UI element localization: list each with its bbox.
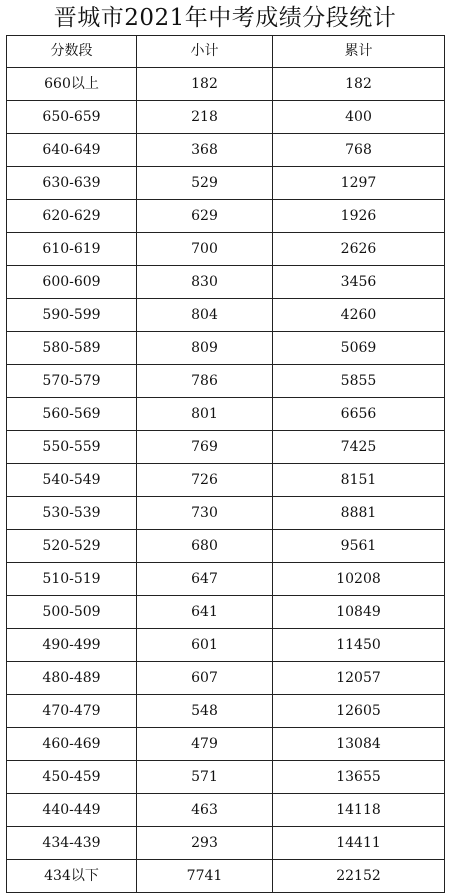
table-row <box>7 860 445 893</box>
cumulative-cell: 5069 <box>273 332 445 365</box>
table-body <box>7 68 445 893</box>
header-range: 分数段 <box>7 36 137 68</box>
cumulative-cell: 400 <box>273 101 445 134</box>
cumulative-cell: 12605 <box>273 695 445 728</box>
count-cell: 368 <box>137 134 273 167</box>
table-row <box>7 662 445 695</box>
table-row <box>7 794 445 827</box>
cumulative-cell: 11450 <box>273 629 445 662</box>
cumulative-cell: 6656 <box>273 398 445 431</box>
count-cell: 463 <box>137 794 273 827</box>
score-range-cell: 550-559 <box>7 431 137 464</box>
cumulative-cell: 14118 <box>273 794 445 827</box>
cumulative-cell: 9561 <box>273 530 445 563</box>
cumulative-cell: 14411 <box>273 827 445 860</box>
score-range-cell: 510-519 <box>7 563 137 596</box>
header-count: 小计 <box>137 36 273 68</box>
score-range-cell: 580-589 <box>7 332 137 365</box>
cumulative-cell: 8881 <box>273 497 445 530</box>
score-range-cell: 560-569 <box>7 398 137 431</box>
table-row <box>7 827 445 860</box>
cumulative-cell: 12057 <box>273 662 445 695</box>
count-cell: 830 <box>137 266 273 299</box>
cumulative-cell: 4260 <box>273 299 445 332</box>
count-cell: 529 <box>137 167 273 200</box>
score-range-cell: 530-539 <box>7 497 137 530</box>
count-cell: 769 <box>137 431 273 464</box>
table-row <box>7 299 445 332</box>
table-row <box>7 563 445 596</box>
cumulative-cell: 10208 <box>273 563 445 596</box>
count-cell: 607 <box>137 662 273 695</box>
table-row <box>7 431 445 464</box>
table-row <box>7 167 445 200</box>
count-cell: 809 <box>137 332 273 365</box>
cumulative-cell: 182 <box>273 68 445 101</box>
count-cell: 726 <box>137 464 273 497</box>
count-cell: 601 <box>137 629 273 662</box>
score-distribution-table <box>6 35 445 893</box>
table-row <box>7 464 445 497</box>
score-range-cell: 520-529 <box>7 530 137 563</box>
table-row <box>7 398 445 431</box>
table-row <box>7 68 445 101</box>
count-cell: 680 <box>137 530 273 563</box>
count-cell: 218 <box>137 101 273 134</box>
score-range-cell: 640-649 <box>7 134 137 167</box>
count-cell: 700 <box>137 233 273 266</box>
count-cell: 548 <box>137 695 273 728</box>
table-row <box>7 596 445 629</box>
table-row <box>7 497 445 530</box>
count-cell: 479 <box>137 728 273 761</box>
score-range-cell: 570-579 <box>7 365 137 398</box>
score-range-cell: 620-629 <box>7 200 137 233</box>
table-row <box>7 695 445 728</box>
table-row <box>7 629 445 662</box>
table-row <box>7 332 445 365</box>
count-cell: 641 <box>137 596 273 629</box>
count-cell: 629 <box>137 200 273 233</box>
table-row <box>7 761 445 794</box>
table-row <box>7 728 445 761</box>
table-row <box>7 134 445 167</box>
score-range-cell: 600-609 <box>7 266 137 299</box>
score-range-cell: 480-489 <box>7 662 137 695</box>
table-row <box>7 365 445 398</box>
table-header <box>7 36 445 68</box>
header-cumulative: 累计 <box>273 36 445 68</box>
cumulative-cell: 13655 <box>273 761 445 794</box>
table-row <box>7 200 445 233</box>
cumulative-cell: 10849 <box>273 596 445 629</box>
score-range-cell: 434以下 <box>7 860 137 893</box>
score-range-cell: 460-469 <box>7 728 137 761</box>
cumulative-cell: 7425 <box>273 431 445 464</box>
count-cell: 182 <box>137 68 273 101</box>
count-cell: 786 <box>137 365 273 398</box>
score-range-cell: 660以上 <box>7 68 137 101</box>
table-row <box>7 101 445 134</box>
score-range-cell: 650-659 <box>7 101 137 134</box>
cumulative-cell: 768 <box>273 134 445 167</box>
page-title: 晋城市2021年中考成绩分段统计 <box>53 5 397 31</box>
count-cell: 730 <box>137 497 273 530</box>
count-cell: 7741 <box>137 860 273 893</box>
score-range-cell: 630-639 <box>7 167 137 200</box>
header-row <box>7 36 445 68</box>
score-range-cell: 540-549 <box>7 464 137 497</box>
score-range-cell: 440-449 <box>7 794 137 827</box>
count-cell: 801 <box>137 398 273 431</box>
count-cell: 293 <box>137 827 273 860</box>
cumulative-cell: 8151 <box>273 464 445 497</box>
score-range-cell: 450-459 <box>7 761 137 794</box>
cumulative-cell: 1926 <box>273 200 445 233</box>
score-range-cell: 490-499 <box>7 629 137 662</box>
cumulative-cell: 2626 <box>273 233 445 266</box>
table-row <box>7 266 445 299</box>
cumulative-cell: 1297 <box>273 167 445 200</box>
cumulative-cell: 3456 <box>273 266 445 299</box>
table-row <box>7 530 445 563</box>
cumulative-cell: 22152 <box>273 860 445 893</box>
count-cell: 804 <box>137 299 273 332</box>
score-range-cell: 590-599 <box>7 299 137 332</box>
score-range-cell: 470-479 <box>7 695 137 728</box>
count-cell: 571 <box>137 761 273 794</box>
table-row <box>7 233 445 266</box>
score-range-cell: 500-509 <box>7 596 137 629</box>
score-range-cell: 610-619 <box>7 233 137 266</box>
count-cell: 647 <box>137 563 273 596</box>
score-range-cell: 434-439 <box>7 827 137 860</box>
cumulative-cell: 5855 <box>273 365 445 398</box>
cumulative-cell: 13084 <box>273 728 445 761</box>
